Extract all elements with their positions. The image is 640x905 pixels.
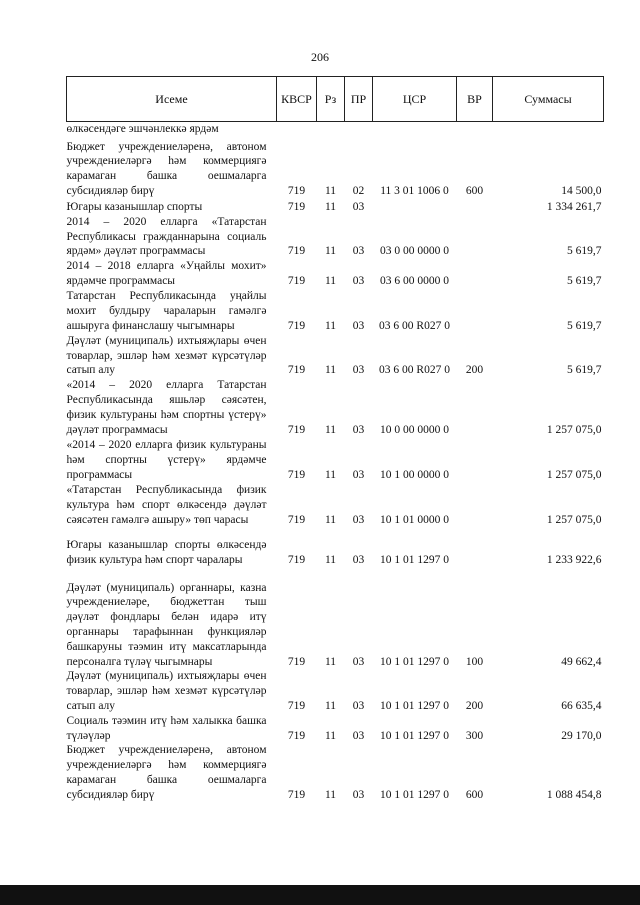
table-row — [67, 437, 604, 482]
header-pr: ПР — [345, 77, 373, 122]
cell-name: Социаль тәэмин итү һәм халыкка башка түләүләр — [66, 714, 267, 742]
cell-csr: 10 0 00 0000 0 — [380, 423, 449, 436]
header-amount: Суммасы — [493, 77, 604, 122]
cell-amount: 14 500,0 — [561, 185, 602, 197]
cell-name: «Татарстан Республикасында физик культура һәм спорт өлкәсендә дәүләт сәясәтен гамәлгә ашыру» төп чарасы — [66, 483, 267, 526]
cell-name: Бюджет учреждениеләренә, автоном учреждениеләргә һәм коммерциягә карамаган башка оешмаларга субсидияләр бирү — [66, 744, 267, 801]
cell-name: Югары казанышлар спорты — [66, 201, 203, 213]
cell-vr — [457, 259, 493, 289]
cell-kvsr: 719 — [287, 513, 306, 526]
cell-kvsr: 719 — [287, 655, 306, 668]
cell-pr: 03 — [352, 553, 365, 566]
header-vr: ВР — [457, 77, 493, 122]
cell-pr: 02 — [352, 185, 365, 197]
header-name: Исеме — [67, 77, 277, 122]
cell-rz: 11 — [324, 788, 337, 801]
cell-vr — [457, 482, 493, 527]
cell-name: 2014 – 2018 елларга «Уңайлы мохит» ярдәмче программасы — [66, 260, 267, 287]
cell-kvsr: 719 — [287, 245, 306, 258]
cell-vr — [457, 289, 493, 334]
cell-name: Югары казанышлар спорты өлкәсендә физик культура һәм спорт чаралары — [66, 538, 267, 566]
cell-amount: 5 619,7 — [567, 319, 602, 332]
table-row — [67, 527, 604, 567]
cell-name: «2014 – 2020 елларга физик культураны һәм спортны үстерү» ярдәмче программасы — [66, 438, 267, 481]
cell-rz: 11 — [324, 364, 337, 377]
cell-rz: 11 — [324, 729, 337, 742]
table-row — [67, 378, 604, 437]
cell-vr — [457, 199, 493, 215]
cell-rz: 11 — [324, 699, 337, 712]
cell-name: Дәүләт (муниципаль) ихтыяҗлары өчен товарлар, эшләр һәм хезмәт күрсәтүләр сатып алу — [66, 670, 267, 712]
table-row — [67, 567, 604, 669]
cell-rz: 11 — [324, 423, 337, 436]
header-rz: Рз — [317, 77, 345, 122]
cell-amount: 5 619,7 — [567, 364, 602, 377]
continuation-text: өлкәсендәге эшчәнлеккә ярдәм — [66, 123, 219, 135]
cell-amount: 1 334 261,7 — [546, 201, 602, 213]
cell-name: Татарстан Республикасында уңайлы мохит булдыру чараларын гамәлгә ашыруга финанслашу чыгымнары — [66, 290, 267, 332]
cell-pr: 03 — [352, 513, 365, 526]
cell-vr — [457, 527, 493, 567]
cell-vr: 100 — [465, 655, 484, 668]
cell-rz: 11 — [324, 185, 337, 197]
cell-pr: 03 — [352, 699, 365, 712]
cell-amount: 1 088 454,8 — [546, 788, 602, 801]
cell-csr — [373, 199, 457, 215]
cell-csr: 03 6 00 0000 0 — [380, 274, 449, 287]
cell-pr: 03 — [352, 274, 365, 287]
cell-amount: 1 257 075,0 — [546, 513, 602, 526]
cell-vr: 200 — [465, 699, 484, 712]
cell-kvsr: 719 — [287, 788, 306, 801]
table-header-row — [67, 77, 604, 122]
cell-pr: 03 — [352, 245, 365, 258]
cell-csr: 10 1 01 1297 0 — [380, 729, 449, 742]
cell-vr — [457, 378, 493, 437]
cell-kvsr: 719 — [287, 201, 306, 213]
cell-rz: 11 — [324, 245, 337, 258]
cell-amount: 49 662,4 — [561, 655, 602, 668]
cell-vr — [457, 437, 493, 482]
cell-csr: 03 6 00 R027 0 — [379, 319, 450, 332]
cell-amount: 5 619,7 — [567, 274, 602, 287]
continuation-row — [67, 122, 604, 137]
table-row — [67, 743, 604, 802]
cell-kvsr: 719 — [287, 274, 306, 287]
cell-kvsr: 719 — [287, 699, 306, 712]
cell-rz: 11 — [324, 201, 337, 213]
cell-csr: 03 0 00 0000 0 — [380, 245, 449, 258]
cell-pr: 03 — [352, 319, 365, 332]
cell-csr: 10 1 01 1297 0 — [380, 788, 449, 801]
cell-csr: 10 1 01 1297 0 — [380, 553, 449, 566]
cell-name: Бюджет учреждениеләренә, автоном учреждениеләргә һәм коммерциягә карамаган башка оешмаларга субсидияләр бирү — [66, 140, 267, 197]
cell-pr: 03 — [352, 423, 365, 436]
cell-vr: 300 — [465, 729, 484, 742]
table-row — [67, 334, 604, 378]
page-number: 206 — [311, 50, 329, 64]
cell-amount: 1 233 922,6 — [546, 553, 602, 566]
cell-rz: 11 — [324, 468, 337, 481]
table-row — [67, 137, 604, 199]
table-row — [67, 259, 604, 289]
scan-edge-bar — [0, 885, 640, 905]
cell-pr: 03 — [352, 788, 365, 801]
cell-name: «2014 – 2020 елларга Татарстан Республикасында яшьләр сәясәтен, физик культураны һәм спортны үстерү» дәүләт программасы — [66, 379, 267, 436]
cell-kvsr: 719 — [287, 319, 306, 332]
cell-rz: 11 — [324, 319, 337, 332]
cell-pr: 03 — [352, 729, 365, 742]
cell-vr — [457, 215, 493, 259]
cell-rz: 11 — [324, 553, 337, 566]
table-row — [67, 714, 604, 744]
cell-pr: 03 — [352, 364, 365, 377]
cell-pr: 03 — [352, 201, 365, 213]
cell-vr: 600 — [465, 185, 484, 197]
cell-csr: 10 1 01 1297 0 — [380, 655, 449, 668]
cell-csr: 10 1 01 1297 0 — [380, 699, 449, 712]
cell-rz: 11 — [324, 655, 337, 668]
table-row — [67, 199, 604, 215]
table-row — [67, 289, 604, 334]
cell-kvsr: 719 — [287, 729, 306, 742]
cell-kvsr: 719 — [287, 553, 306, 566]
cell-vr: 200 — [465, 364, 484, 377]
table-row — [67, 482, 604, 527]
cell-amount: 1 257 075,0 — [546, 423, 602, 436]
table-row — [67, 215, 604, 259]
cell-csr: 10 1 01 0000 0 — [380, 513, 449, 526]
header-kvsr: КВСР — [277, 77, 317, 122]
cell-amount: 29 170,0 — [561, 729, 602, 742]
cell-csr: 03 6 00 R027 0 — [379, 364, 450, 377]
cell-name: Дәүләт (муниципаль) ихтыяҗлары өчен товарлар, эшләр һәм хезмәт күрсәтүләр сатып алу — [66, 334, 267, 377]
cell-csr: 10 1 00 0000 0 — [380, 468, 449, 481]
cell-pr: 03 — [352, 468, 365, 481]
cell-name: Дәүләт (муниципаль) органнары, казна учреждениеләре, бюджеттан тыш дәүләт фондлары белән идарә итү органнары тарафыннан функцияләр башкаруны тәэмин итү максатларында персоналга түләү чыгымнары — [66, 581, 267, 668]
cell-rz: 11 — [324, 274, 337, 287]
cell-amount: 66 635,4 — [561, 699, 602, 712]
cell-amount: 5 619,7 — [567, 245, 602, 258]
cell-csr: 11 3 01 1006 0 — [380, 185, 449, 197]
header-csr: ЦСР — [373, 77, 457, 122]
cell-kvsr: 719 — [287, 468, 306, 481]
cell-kvsr: 719 — [287, 185, 306, 197]
cell-rz: 11 — [324, 513, 337, 526]
cell-amount: 1 257 075,0 — [546, 468, 602, 481]
cell-kvsr: 719 — [287, 423, 306, 436]
budget-table — [66, 76, 604, 803]
cell-name: 2014 – 2020 елларга «Татарстан Республикасы гражданнарына социаль ярдәм» дәүләт программасы — [66, 215, 267, 258]
cell-kvsr: 719 — [287, 364, 306, 377]
table-row — [67, 669, 604, 713]
cell-pr: 03 — [352, 655, 365, 668]
cell-vr: 600 — [465, 788, 484, 801]
